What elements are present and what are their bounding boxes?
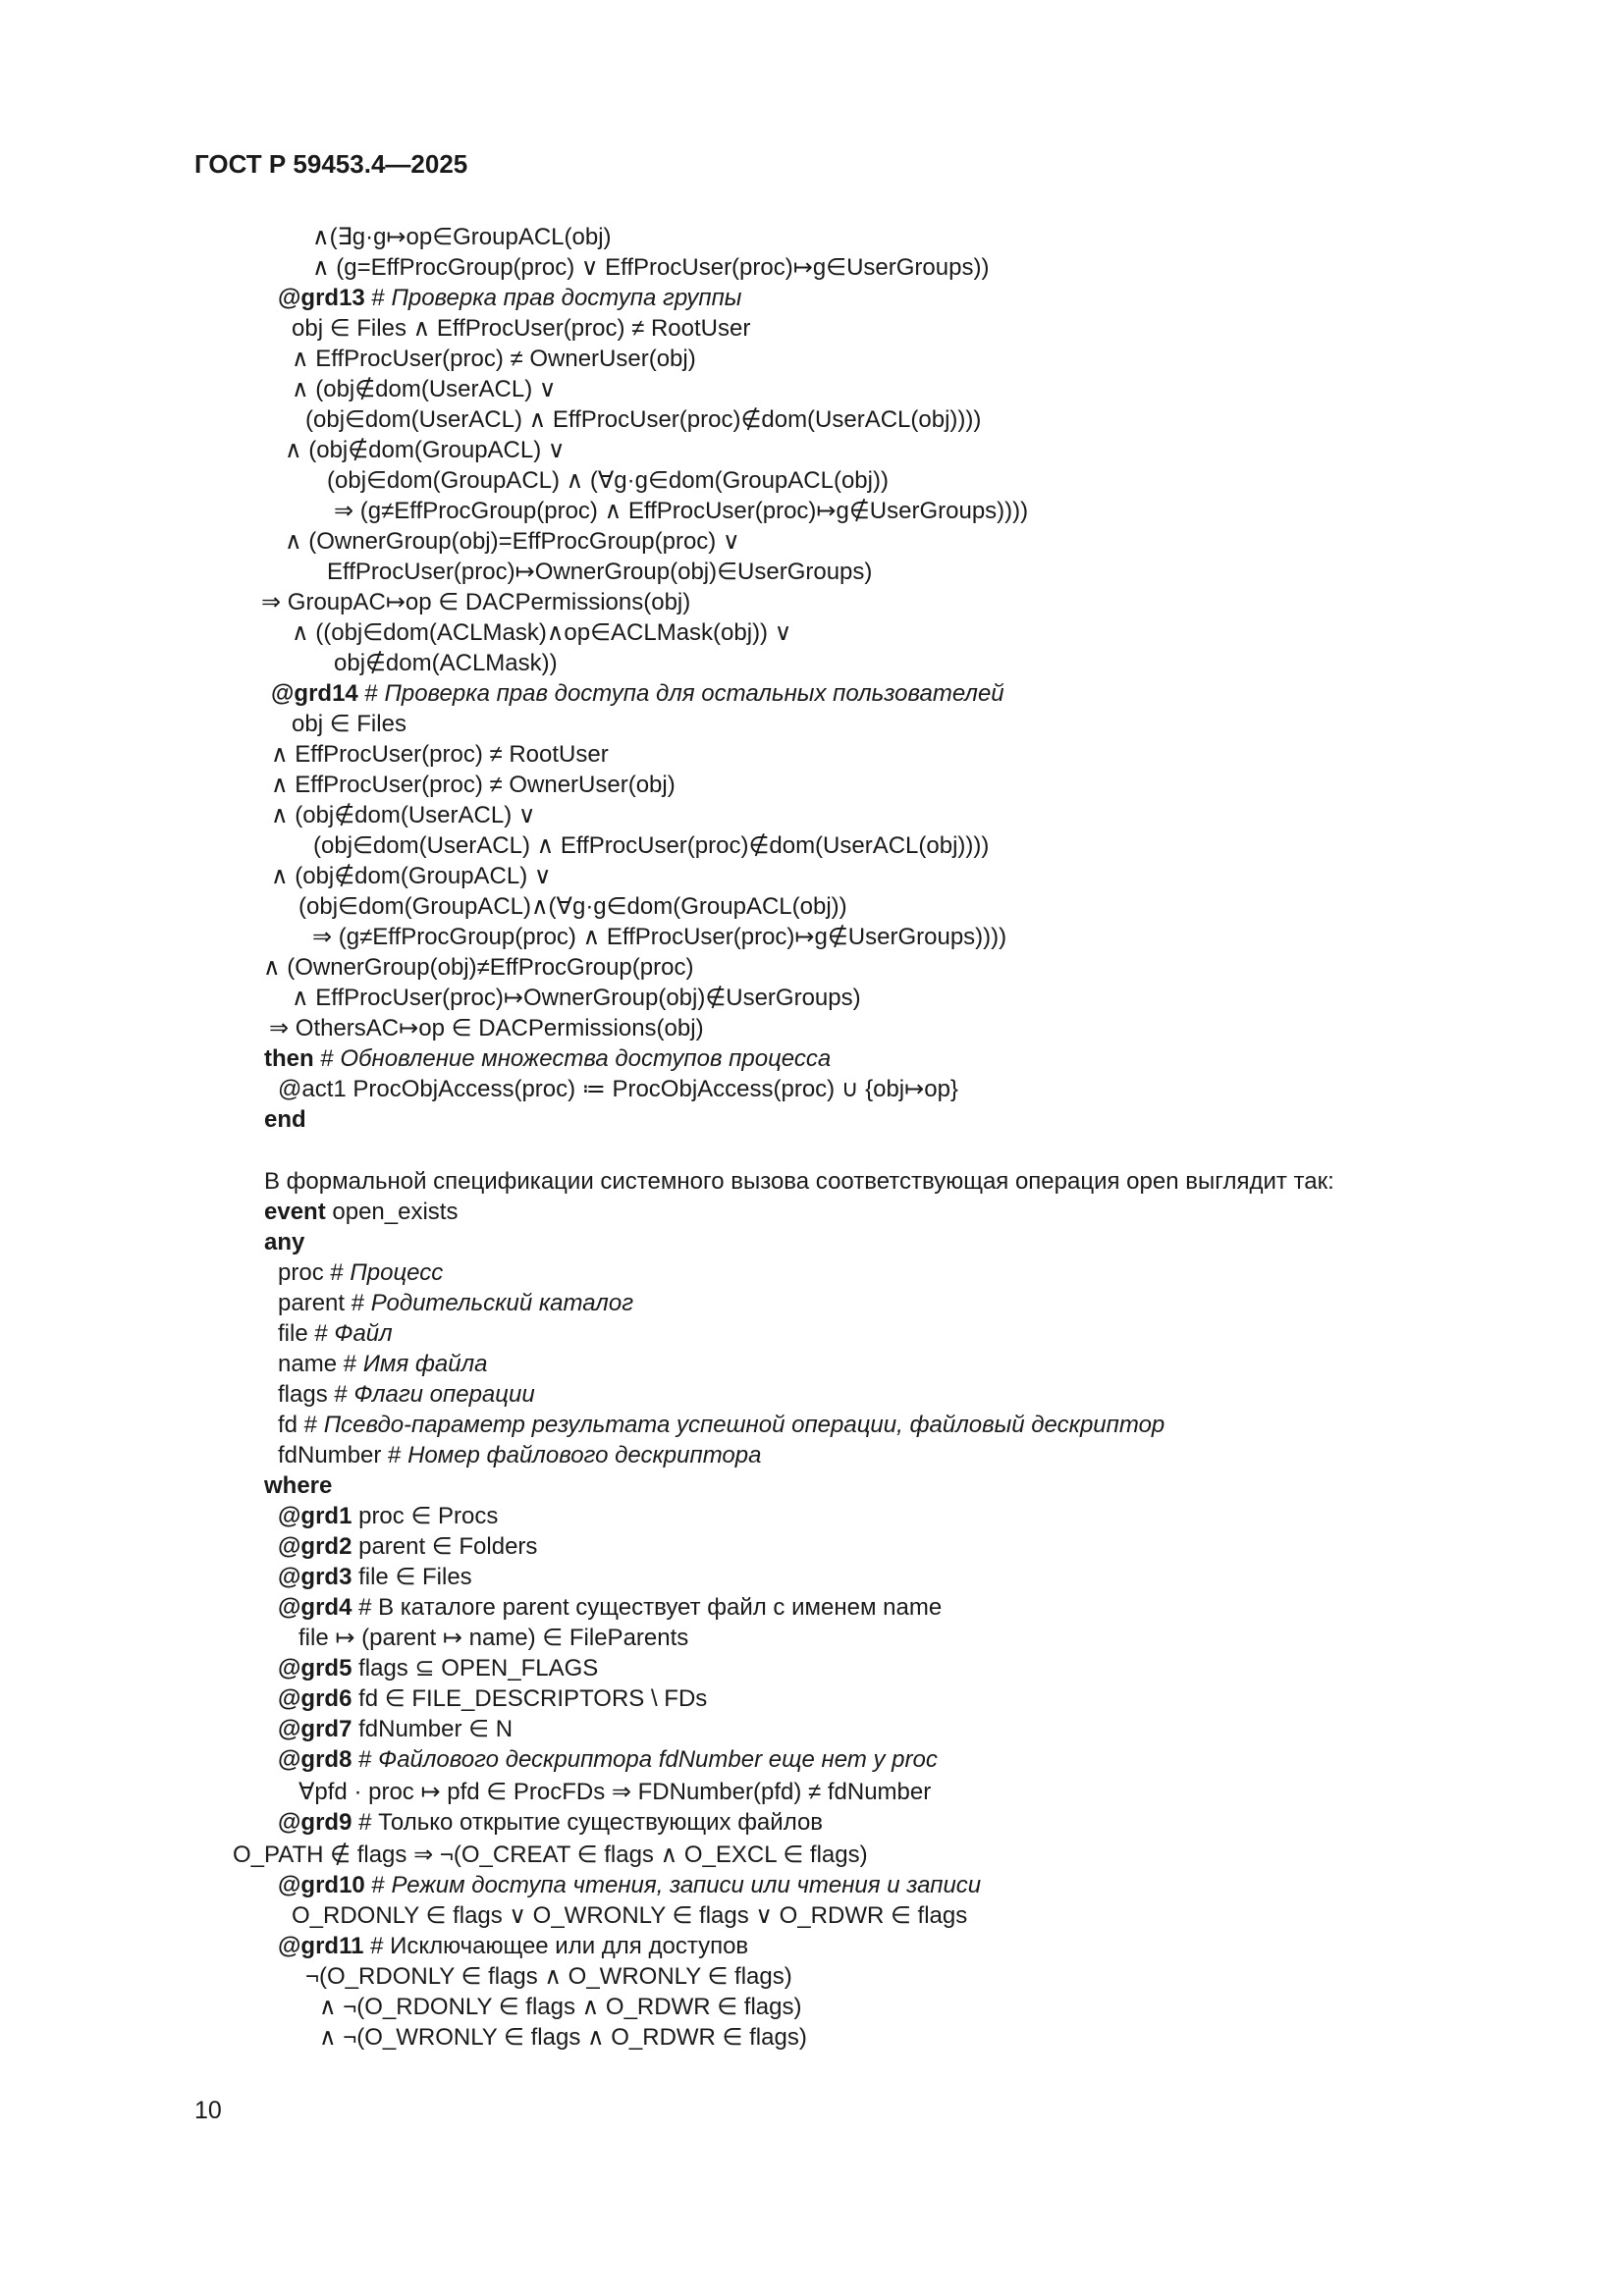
- spec-line: [319, 1992, 802, 2022]
- comment-text: Номер файлового дескриптора: [407, 1442, 762, 1468]
- spec-text: ∧ EffProcUser(proc)↦OwnerGroup(obj)∉UserGroups): [292, 985, 861, 1011]
- spec-text: (obj∈dom(UserACL) ∧ EffProcUser(proc)∉dom(UserACL(obj)))): [305, 406, 982, 433]
- spec-text: ∧ ¬(O_RDONLY ∈ flags ∧ O_RDWR ∈ flags): [319, 1994, 802, 2020]
- spec-text: flags ⊆ OPEN_FLAGS: [352, 1655, 599, 1682]
- comment-text: Псевдо-параметр результата успешной операции, файловый дескриптор: [323, 1412, 1165, 1438]
- spec-text: (obj∈dom(GroupACL) ∧ (∀g·g∈dom(GroupACL(obj)): [327, 467, 889, 494]
- spec-line: [278, 1592, 942, 1623]
- spec-text: ∧ ((obj∈dom(ACLMask)∧op∈ACLMask(obj)) ∨: [292, 619, 792, 646]
- spec-text: ∧ EffProcUser(proc) ≠ RootUser: [271, 741, 609, 768]
- spec-text: O_PATH ∉ flags ⇒ ¬(O_CREAT ∈ flags ∧ O_EXCL ∈ flags): [233, 1842, 868, 1868]
- spec-text: ∧ (g=EffProcGroup(proc) ∨ EffProcUser(proc)↦g∈UserGroups)): [312, 254, 990, 281]
- spec-line: [278, 1410, 1164, 1440]
- spec-line: [292, 313, 750, 344]
- comment-text: Проверка прав доступа группы: [391, 285, 742, 311]
- spec-text: ∧ ¬(O_WRONLY ∈ flags ∧ O_RDWR ∈ flags): [319, 2024, 807, 2051]
- spec-text: obj∉dom(ACLMask)): [334, 650, 558, 676]
- spec-line: [278, 1440, 761, 1470]
- spec-line: [292, 1900, 967, 1931]
- spec-text: file ↦ (parent ↦ name) ∈ FileParents: [298, 1625, 689, 1651]
- spec-text: ∧ (obj∉dom(GroupACL) ∨: [285, 437, 566, 463]
- comment-text: Родительский каталог: [370, 1290, 634, 1316]
- spec-line: [285, 526, 740, 557]
- page-number: 10: [194, 2097, 222, 2124]
- spec-text: # Исключающее или для доступов: [363, 1933, 749, 1959]
- spec-line: [264, 1104, 306, 1135]
- spec-line: [278, 1349, 487, 1379]
- spec-line: [305, 1961, 792, 1992]
- spec-line: [278, 1744, 938, 1775]
- spec-line: [278, 1531, 537, 1562]
- spec-text: ∧ (obj∉dom(UserACL) ∨: [292, 376, 557, 402]
- keyword-label: @grd14: [271, 680, 358, 707]
- comment-text: Файл: [334, 1320, 393, 1347]
- spec-line: [278, 1807, 823, 1838]
- comment-text: Режим доступа чтения, записи или чтения и записи: [391, 1872, 982, 1898]
- spec-text: proc ∈ Procs: [352, 1503, 499, 1529]
- spec-line: [292, 983, 861, 1013]
- comment-text: Проверка прав доступа для остальных пользователей: [384, 680, 1004, 707]
- keyword-label: @grd11: [278, 1933, 364, 1959]
- spec-text: ∧ (obj∉dom(GroupACL) ∨: [271, 863, 552, 889]
- spec-text: ∧ (obj∉dom(UserACL) ∨: [271, 802, 536, 828]
- spec-text: fd #: [278, 1412, 324, 1438]
- comment-text: Процесс: [350, 1259, 444, 1286]
- keyword-label: @grd3: [278, 1564, 352, 1590]
- spec-line: [271, 770, 676, 800]
- spec-line: [312, 222, 612, 252]
- keyword-label: @grd13: [278, 285, 365, 311]
- document-code-header: ГОСТ Р 59453.4—2025: [194, 149, 468, 179]
- spec-line: [327, 465, 889, 496]
- spec-text: #: [352, 1746, 379, 1773]
- spec-line: [264, 1043, 831, 1074]
- spec-line: [285, 435, 565, 465]
- spec-line: [292, 374, 556, 404]
- spec-text: open_exists: [325, 1199, 459, 1225]
- spec-text: ⇒ GroupAC↦op ∈ DACPermissions(obj): [261, 589, 691, 615]
- spec-text: fdNumber #: [278, 1442, 408, 1468]
- spec-text: EffProcUser(proc)↦OwnerGroup(obj)∈UserGroups): [327, 559, 873, 585]
- spec-text: (obj∈dom(UserACL) ∧ EffProcUser(proc)∉dom(UserACL(obj)))): [313, 832, 990, 859]
- spec-line: [298, 1777, 931, 1807]
- keyword-label: @grd5: [278, 1655, 352, 1682]
- spec-text: ∧ EffProcUser(proc) ≠ OwnerUser(obj): [271, 772, 676, 798]
- spec-line: [264, 1227, 304, 1257]
- spec-line: [312, 922, 1006, 952]
- spec-line: [334, 496, 1028, 526]
- keyword-label: @grd8: [278, 1746, 352, 1773]
- spec-line: [305, 404, 981, 435]
- spec-text: flags #: [278, 1381, 354, 1408]
- spec-text: file ∈ Files: [352, 1564, 472, 1590]
- keyword-label: @grd1: [278, 1503, 352, 1529]
- spec-line: [233, 1840, 868, 1870]
- spec-text: name #: [278, 1351, 363, 1377]
- spec-text: ⇒ OthersAC↦op ∈ DACPermissions(obj): [269, 1015, 704, 1041]
- comment-text: Имя файла: [362, 1351, 488, 1377]
- keyword-label: @grd7: [278, 1716, 352, 1742]
- spec-line: [271, 678, 1004, 709]
- spec-line: [278, 1379, 535, 1410]
- spec-line: [298, 1623, 688, 1653]
- spec-line: [264, 1470, 332, 1501]
- keyword-label: @grd6: [278, 1685, 352, 1712]
- spec-line: [278, 1074, 958, 1104]
- spec-text: ∧ EffProcUser(proc) ≠ OwnerUser(obj): [292, 346, 696, 372]
- spec-text: O_RDONLY ∈ flags ∨ O_WRONLY ∈ flags ∨ O_RDWR ∈ flags: [292, 1902, 968, 1929]
- spec-text: ¬(O_RDONLY ∈ flags ∧ O_WRONLY ∈ flags): [305, 1963, 792, 1990]
- keyword-label: @grd4: [278, 1594, 352, 1621]
- spec-line: [269, 1013, 704, 1043]
- spec-line: [327, 557, 872, 587]
- spec-line: [278, 283, 741, 313]
- spec-text: ∀pfd · proc ↦ pfd ∈ ProcFDs ⇒ FDNumber(pfd) ≠ fdNumber: [298, 1779, 932, 1805]
- spec-text: file #: [278, 1320, 335, 1347]
- spec-line: [278, 1288, 633, 1318]
- spec-text: # Только открытие существующих файлов: [352, 1809, 824, 1836]
- spec-line: [278, 1714, 513, 1744]
- spec-text: ∧ (OwnerGroup(obj)=EffProcGroup(proc) ∨: [285, 528, 740, 555]
- keyword-label: @grd2: [278, 1533, 352, 1560]
- spec-line: [271, 739, 609, 770]
- spec-text: fd ∈ FILE_DESCRIPTORS \ FDs: [352, 1685, 708, 1712]
- comment-text: Файлового дескриптора fdNumber еще нет у proc: [378, 1746, 938, 1773]
- spec-text: ⇒ (g≠EffProcGroup(proc) ∧ EffProcUser(proc)↦g∉UserGroups)))): [312, 924, 1007, 950]
- keyword-label: end: [264, 1106, 306, 1133]
- keyword-label: where: [264, 1472, 333, 1499]
- spec-line: [278, 1683, 707, 1714]
- spec-text: ∧(∃g·g↦op∈GroupACL(obj): [312, 224, 612, 250]
- spec-text: parent ∈ Folders: [352, 1533, 538, 1560]
- spec-line: [298, 891, 847, 922]
- spec-line: [271, 800, 535, 830]
- spec-line: [278, 1257, 443, 1288]
- spec-text: (obj∈dom(GroupACL)∧(∀g·g∈dom(GroupACL(obj)): [298, 893, 847, 920]
- spec-text: ⇒ (g≠EffProcGroup(proc) ∧ EffProcUser(proc)↦g∉UserGroups)))): [334, 498, 1029, 524]
- spec-line: [313, 830, 989, 861]
- spec-line: [263, 952, 693, 983]
- spec-text: #: [364, 1872, 392, 1898]
- spec-line: [278, 1870, 981, 1900]
- spec-text: ∧ (OwnerGroup(obj)≠EffProcGroup(proc): [263, 954, 694, 981]
- spec-text: obj ∈ Files ∧ EffProcUser(proc) ≠ RootUser: [292, 315, 751, 342]
- keyword-label: @grd9: [278, 1809, 352, 1836]
- keyword-label: any: [264, 1229, 305, 1255]
- spec-line: [334, 648, 558, 678]
- spec-text: #: [364, 285, 392, 311]
- spec-line: [319, 2022, 807, 2053]
- spec-line: [271, 861, 551, 891]
- spec-line: [278, 1931, 748, 1961]
- comment-text: Обновление множества доступов процесса: [340, 1045, 832, 1072]
- spec-line: [264, 1197, 458, 1227]
- spec-line: [278, 1562, 472, 1592]
- spec-line: [292, 344, 696, 374]
- spec-line: [292, 709, 406, 739]
- spec-line: [292, 617, 791, 648]
- spec-text: # В каталоге parent существует файл с именем name: [352, 1594, 943, 1621]
- spec-line: [278, 1318, 393, 1349]
- spec-line: [264, 1166, 1334, 1197]
- keyword-label: then: [264, 1045, 314, 1072]
- spec-text: #: [313, 1045, 341, 1072]
- spec-line: [278, 1501, 498, 1531]
- keyword-label: @grd10: [278, 1872, 365, 1898]
- spec-text: #: [357, 680, 385, 707]
- spec-text: fdNumber ∈ N: [352, 1716, 514, 1742]
- spec-text: parent #: [278, 1290, 371, 1316]
- spec-text: proc #: [278, 1259, 351, 1286]
- spec-line: [261, 587, 690, 617]
- comment-text: Флаги операции: [353, 1381, 535, 1408]
- spec-text: obj ∈ Files: [292, 711, 406, 737]
- spec-line: [312, 252, 989, 283]
- spec-line: [278, 1653, 598, 1683]
- keyword-label: event: [264, 1199, 326, 1225]
- spec-text: В формальной спецификации системного вызова соответствующая операция open выглядит так:: [264, 1168, 1334, 1195]
- spec-text: @act1 ProcObjAccess(proc) ≔ ProcObjAccess(proc) ∪ {obj↦op}: [278, 1076, 958, 1102]
